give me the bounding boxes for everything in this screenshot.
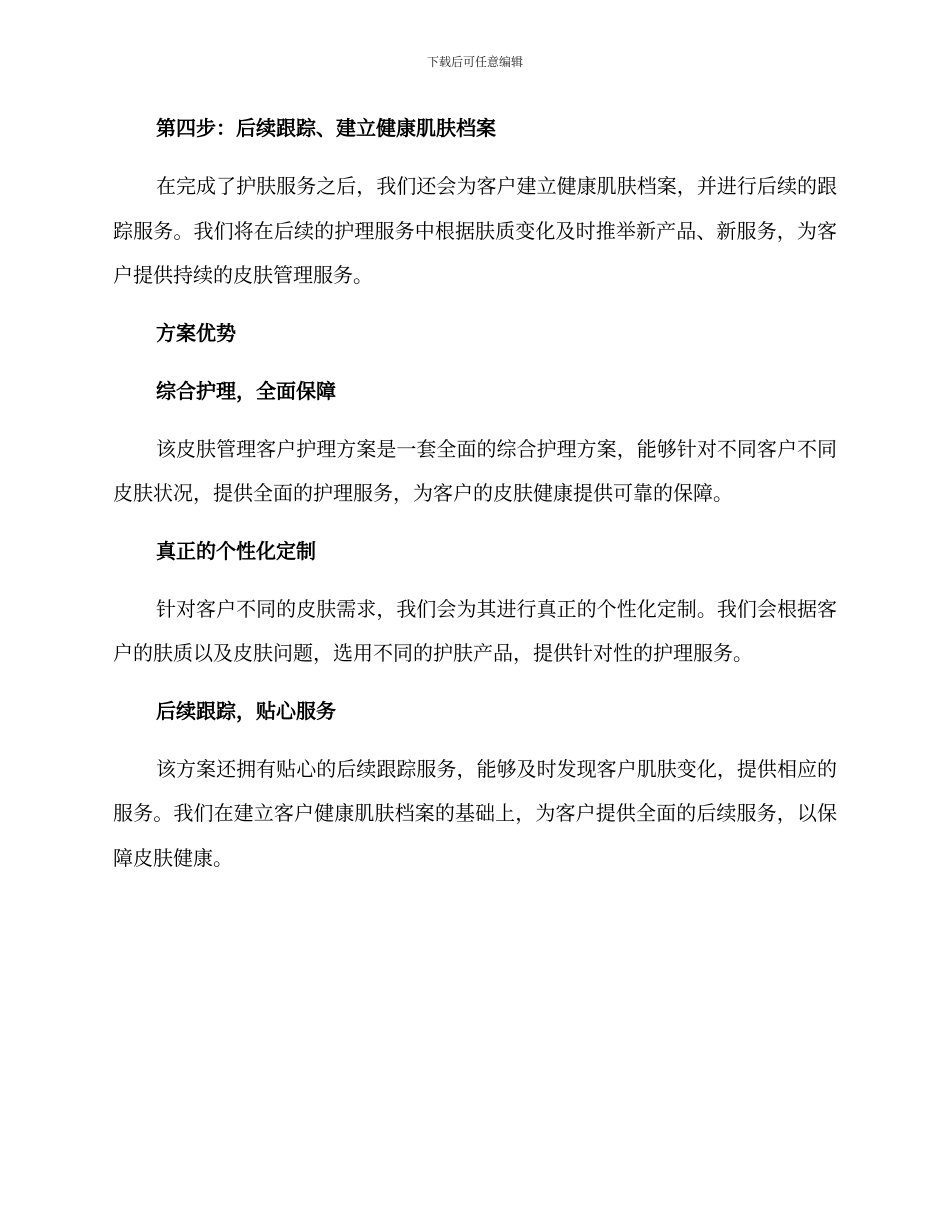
personalization-heading: 真正的个性化定制 xyxy=(156,538,316,563)
personalization-paragraph: 针对客户不同的皮肤需求，我们会为其进行真正的个性化定制。我们会根据客户的肤质以及皮肤问题，选用不同的护肤产品，提供针对性的护理服务。 xyxy=(113,596,837,665)
follow-up-heading: 后续跟踪，贴心服务 xyxy=(156,698,336,723)
advantages-heading: 方案优势 xyxy=(156,320,236,345)
step-four-paragraph: 在完成了护肤服务之后，我们还会为客户建立健康肌肤档案，并进行后续的跟踪服务。我们将在后续的护理服务中根据肤质变化及时推举新产品、新服务，为客户提供持续的皮肤管理服务。 xyxy=(113,174,837,287)
header-note: 下载后可任意编辑 xyxy=(426,55,523,69)
follow-up-paragraph: 该方案还拥有贴心的后续跟踪服务，能够及时发现客户肌肤变化，提供相应的服务。我们在建立客户健康肌肤档案的基础上，为客户提供全面的后续服务，以保障皮肤健康。 xyxy=(113,756,837,870)
comprehensive-care-heading: 综合护理，全面保障 xyxy=(156,378,336,403)
comprehensive-care-paragraph: 该皮肤管理客户护理方案是一套全面的综合护理方案，能够针对不同客户不同皮肤状况，提供全面的护理服务，为客户的皮肤健康提供可靠的保障。 xyxy=(113,436,837,505)
document-body xyxy=(113,106,837,893)
step-four-heading: 第四步：后续跟踪、建立健康肌肤档案 xyxy=(156,116,496,140)
